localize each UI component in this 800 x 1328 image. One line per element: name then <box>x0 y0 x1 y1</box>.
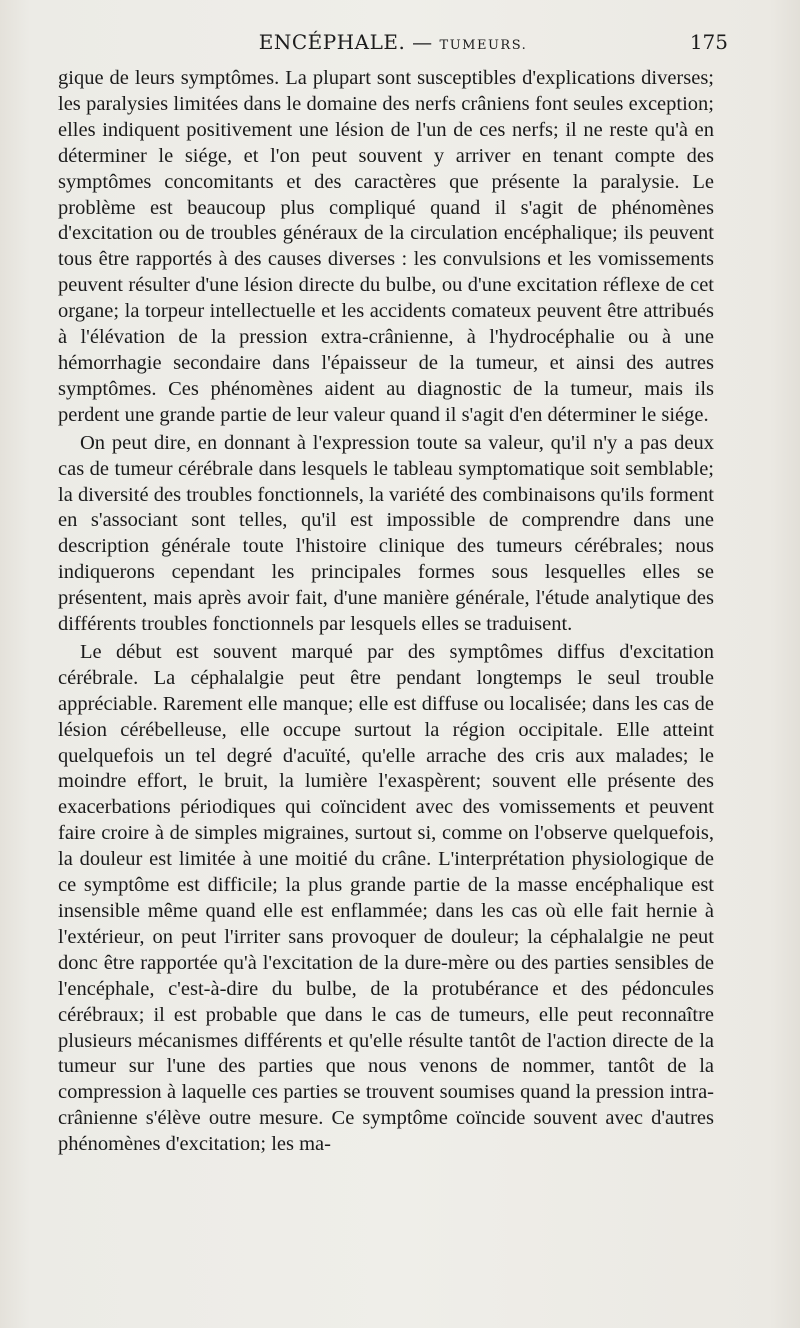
page-header <box>58 30 728 58</box>
paragraph: gique de leurs symptômes. La plupart sont susceptibles d'explications diverses; les paralysies limitées dans le domaine des nerfs crâniens font seules exception; elles indiquent positivement une lésion de l'un de ces nerfs; il ne reste qu'à en déterminer le siége, et l'on peut souvent y arriver en tenant compte des symptômes concomitants et des caractères que présente la paralysie. Le problème est beaucoup plus compliqué quand il s'agit de phénomènes d'excitation ou de troubles généraux de la circulation encéphalique; ils peuvent tous être rapportés à des causes diverses : les convulsions et les vomissements peuvent résulter d'une lésion directe du bulbe, ou d'une excitation réflexe de cet organe; la torpeur intellectuelle et les accidents comateux peuvent être attribués à l'élévation de la pression extra-crânienne, à l'hydrocéphalie ou à une hémorrhagie secondaire dans l'épaisseur de la tumeur, et ainsi des autres symptômes. Ces phénomènes aident au diagnostic de la tumeur, mais ils perdent une grande partie de leur valeur quand il s'agit d'en déterminer le siége. <box>58 67 714 426</box>
page-number: 175 <box>689 30 728 54</box>
running-title-subtitle: TUMEURS. <box>439 38 528 53</box>
body-text <box>58 66 714 1158</box>
paragraph: On peut dire, en donnant à l'expression toute sa valeur, qu'il n'y a pas deux cas de tumeur cérébrale dans lesquels le tableau symptomatique soit semblable; la diversité des troubles fonctionnels, la variété des combinaisons qu'ils forment en s'associant sont telles, qu'il est impossible de comprendre dans une description générale toute l'histoire clinique des tumeurs cérébrales; nous indiquerons cependant les principales formes sous lesquelles elles se présentent, mais après avoir fait, d'une manière générale, l'étude analytique des différents troubles fonctionnels par lesquels elles se traduisent. <box>58 431 714 636</box>
running-title-separator: — <box>412 30 433 54</box>
running-title <box>58 30 728 54</box>
paragraph: Le début est souvent marqué par des symptômes diffus d'excitation cérébrale. La céphalalgie peut être pendant longtemps le seul trouble appréciable. Rarement elle manque; elle est diffuse ou localisée; dans les cas de lésion cérébelleuse, elle occupe surtout la région occipitale. Elle atteint quelquefois un tel degré d'acuïté, qu'elle arrache des cris aux malades; le moindre effort, le bruit, la lumière l'exaspèrent; souvent elle présente des exacerbations périodiques qui coïncident avec des vomissements et peuvent faire croire à de simples migraines, surtout si, comme on l'observe quelquefois, la douleur est limitée à une moitié du crâne. L'interprétation physiologique de ce symptôme est difficile; la plus grande partie de la masse encéphalique est insensible même quand elle est enflammée; dans les cas où elle fait hernie à l'extérieur, on peut l'irriter sans provoquer de douleur; la céphalalgie ne peut donc être rapportée qu'à l'excitation de la dure-mère ou des parties sensibles de l'encéphale, c'est-à-dire du bulbe, de la protubérance et des pédoncules cérébraux; il est probable que dans le cas de tumeurs, elle peut reconnaître plusieurs mécanismes différents et qu'elle résulte tantôt de l'action directe de la tumeur sur l'une des parties que nous venons de nommer, tantôt de la compression à laquelle ces parties se trouvent soumises quand la pression intra-crânienne s'élève outre mesure. Ce symptôme coïncide souvent avec d'autres phénomènes d'excitation; les ma- <box>58 640 714 1156</box>
running-title-main: ENCÉPHALE. <box>258 30 406 54</box>
